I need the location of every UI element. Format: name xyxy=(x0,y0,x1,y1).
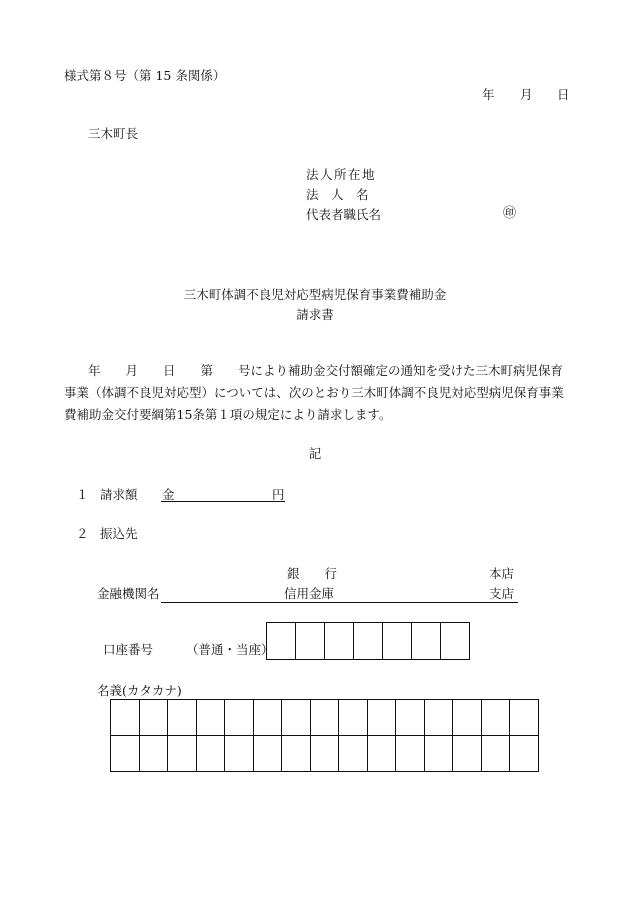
holder-char-box[interactable] xyxy=(424,700,453,736)
holder-char-box[interactable] xyxy=(225,700,254,736)
amount-unit: 円 xyxy=(272,487,285,502)
account-digit-box[interactable] xyxy=(296,623,325,660)
holder-char-box[interactable] xyxy=(168,736,197,772)
holder-char-box[interactable] xyxy=(310,736,339,772)
form-label: 様式第８号（第 15 条関係） xyxy=(64,68,226,83)
item1-label: 請求額 xyxy=(100,487,138,502)
holder-char-box[interactable] xyxy=(282,736,311,772)
holder-char-box[interactable] xyxy=(396,700,425,736)
applicant-address-label: 法人所在地 xyxy=(306,167,377,182)
holder-char-box[interactable] xyxy=(424,736,453,772)
holder-label: 名義(カタカナ) xyxy=(97,683,182,698)
credit-type-label: 信用金庫 xyxy=(284,586,335,601)
account-type-options: （普通・当座） xyxy=(186,642,274,657)
body-paragraph xyxy=(64,360,564,426)
title-line-2: 請求書 xyxy=(296,307,334,322)
holder-char-box[interactable] xyxy=(139,700,168,736)
holder-char-box[interactable] xyxy=(510,700,539,736)
holder-char-box[interactable] xyxy=(196,736,225,772)
holder-char-box[interactable] xyxy=(196,700,225,736)
holder-char-box[interactable] xyxy=(481,736,510,772)
holder-char-box[interactable] xyxy=(367,736,396,772)
holder-char-box[interactable] xyxy=(367,700,396,736)
account-digit-box[interactable] xyxy=(267,623,296,660)
date-year-label: 年 xyxy=(482,87,495,102)
branch-label: 支店 xyxy=(489,586,515,601)
main-branch-label: 本店 xyxy=(489,566,515,581)
holder-char-box[interactable] xyxy=(253,736,282,772)
bank-label: 金融機関名 xyxy=(97,586,160,601)
account-digit-box[interactable] xyxy=(412,623,441,660)
body-date-placeholder: 年 月 日 第 号 xyxy=(88,363,251,378)
account-digit-box[interactable] xyxy=(325,623,354,660)
holder-char-box[interactable] xyxy=(510,736,539,772)
bank-type-label: 銀 行 xyxy=(287,566,338,581)
account-digit-box[interactable] xyxy=(383,623,412,660)
holder-char-box[interactable] xyxy=(481,700,510,736)
holder-char-box[interactable] xyxy=(339,736,368,772)
item1-number: １ xyxy=(76,487,89,502)
applicant-rep-label: 代表者職氏名 xyxy=(306,207,382,222)
amount-prefix: 金 xyxy=(162,487,175,502)
holder-char-box[interactable] xyxy=(453,736,482,772)
item2-number: ２ xyxy=(76,526,89,541)
holder-char-box[interactable] xyxy=(253,700,282,736)
holder-char-box[interactable] xyxy=(282,700,311,736)
ki-heading: 記 xyxy=(308,446,322,461)
holder-char-box[interactable] xyxy=(396,736,425,772)
date-day-label: 日 xyxy=(557,87,570,102)
addressee: 三木町長 xyxy=(88,126,139,141)
holder-char-box[interactable] xyxy=(225,736,254,772)
account-digit-box[interactable] xyxy=(441,623,470,660)
account-digit-box[interactable] xyxy=(354,623,383,660)
amount-field-underline xyxy=(161,501,285,502)
holder-char-box[interactable] xyxy=(168,700,197,736)
holder-name-grid xyxy=(110,699,539,772)
holder-char-box[interactable] xyxy=(453,700,482,736)
title-line-1: 三木町体調不良児対応型病児保育事業費補助金 xyxy=(183,287,447,302)
holder-char-box[interactable] xyxy=(339,700,368,736)
date-month-label: 月 xyxy=(520,87,533,102)
body-text: により補助金交付額確定の通知を受けた三木町病児保育事業（体調不良児対応型）については、次のとおり三木町体調不良児対応型病児保育事業費補助金交付要綱第15条第１項の規定により請求します。 xyxy=(64,363,564,422)
account-label: 口座番号 xyxy=(103,642,154,657)
holder-char-box[interactable] xyxy=(139,736,168,772)
holder-char-box[interactable] xyxy=(111,700,140,736)
item2-label: 振込先 xyxy=(100,526,138,541)
account-number-grid xyxy=(266,622,470,660)
seal-mark: ㊞ xyxy=(503,206,517,221)
applicant-name-label: 法 人 名 xyxy=(306,187,369,202)
holder-char-box[interactable] xyxy=(310,700,339,736)
bank-name-underline xyxy=(161,602,518,603)
holder-char-box[interactable] xyxy=(111,736,140,772)
